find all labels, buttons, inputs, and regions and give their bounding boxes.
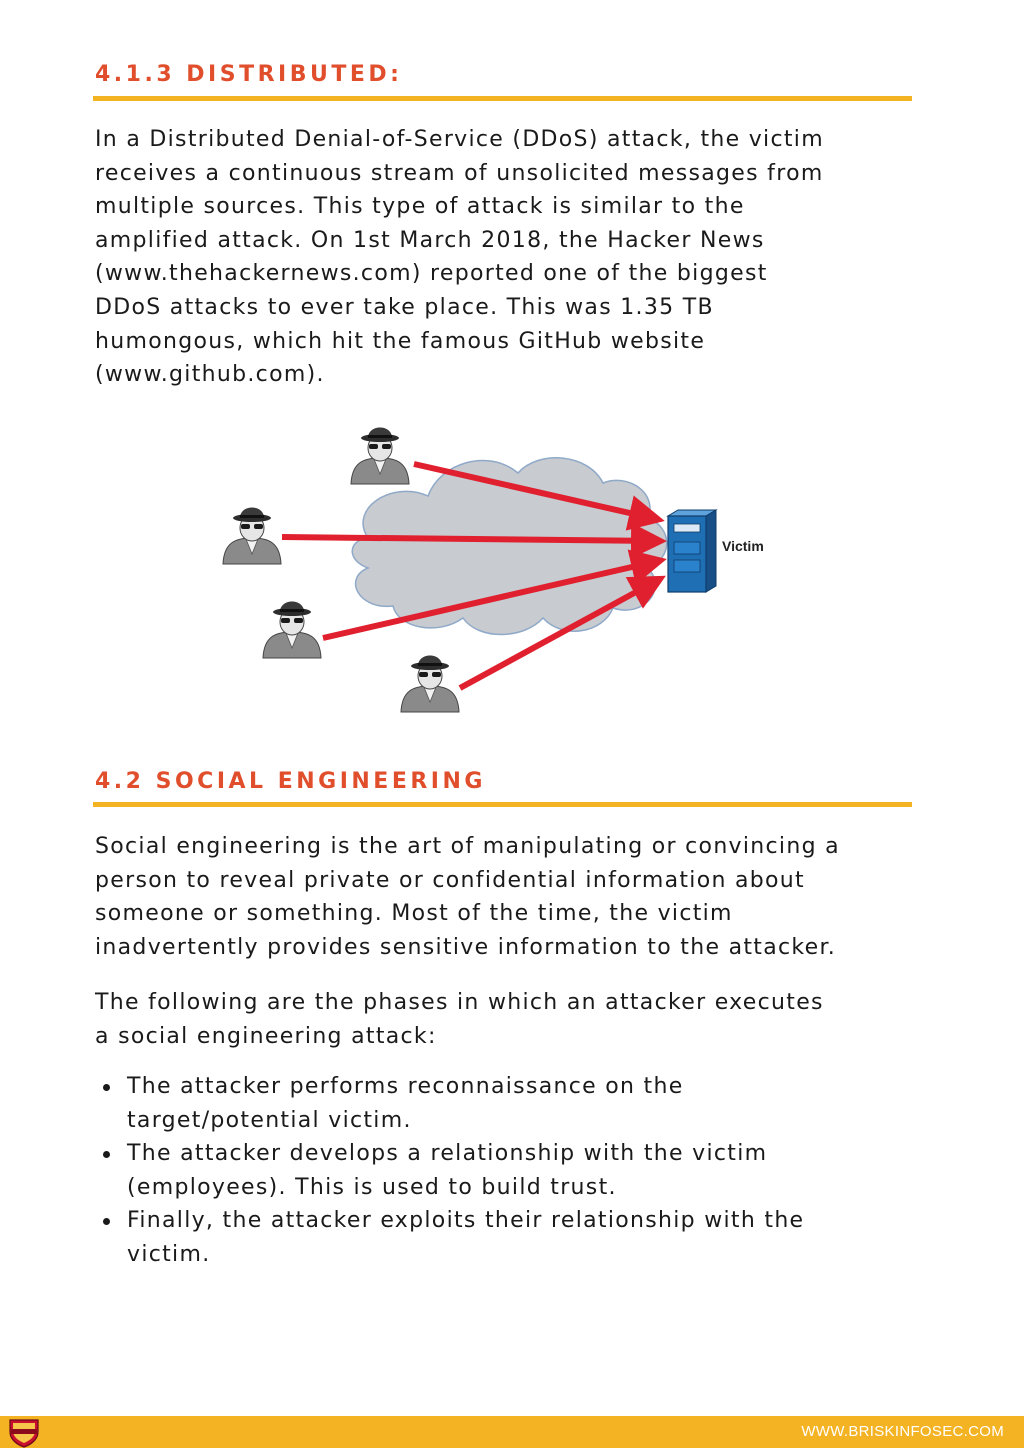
- footer-bar: [0, 1416, 1024, 1448]
- paragraph-line: multiple sources. This type of attack is similar to the: [95, 194, 745, 220]
- hacker-icon: [263, 602, 321, 659]
- distributed-paragraph: [95, 123, 935, 392]
- list-item-line: victim.: [127, 1241, 211, 1267]
- paragraph-line: person to reveal private or confidential information about: [95, 867, 805, 893]
- hacker-icon: [351, 428, 409, 485]
- phases-intro-paragraph: [95, 986, 935, 1053]
- section-heading-social-engineering: 4.2 SOCIAL ENGINEERING: [95, 769, 486, 794]
- list-item-line: target/potential victim.: [127, 1107, 412, 1133]
- victim-label: Victim: [722, 538, 764, 554]
- attack-arrow: [282, 537, 658, 541]
- list-item-line: Finally, the attacker exploits their relationship with the: [127, 1208, 805, 1234]
- list-item: [95, 1137, 935, 1204]
- list-item-line: The attacker performs reconnaissance on the: [127, 1074, 684, 1099]
- paragraph-line: humongous, which hit the famous GitHub website: [95, 328, 706, 354]
- list-item: [95, 1070, 935, 1137]
- paragraph-line: inadvertently provides sensitive information to the attacker.: [95, 934, 837, 960]
- list-item: [95, 1204, 935, 1271]
- heading-rule: [93, 802, 912, 807]
- briskinfosec-shield-logo: [4, 1416, 44, 1448]
- social-engineering-paragraph: [95, 830, 935, 964]
- hacker-icon: [401, 656, 459, 713]
- section-heading-distributed: 4.1.3 DISTRIBUTED:: [95, 62, 403, 87]
- phases-list: [95, 1070, 935, 1272]
- paragraph-line: Social engineering is the art of manipulating or convincing a: [95, 834, 840, 859]
- footer-website-link[interactable]: WWW.BRISKINFOSEC.COM: [801, 1423, 1004, 1440]
- paragraph-line: someone or something. Most of the time, the victim: [95, 901, 733, 927]
- paragraph-line: (www.thehackernews.com) reported one of the biggest: [95, 261, 768, 287]
- heading-rule: [93, 96, 912, 101]
- paragraph-line: amplified attack. On 1st March 2018, the Hacker News: [95, 227, 765, 253]
- paragraph-line: receives a continuous stream of unsolicited messages from: [95, 160, 824, 186]
- list-item-line: The attacker develops a relationship with the victim: [127, 1141, 768, 1167]
- server-icon: [668, 510, 716, 592]
- paragraph-line: The following are the phases in which an attacker executes: [95, 990, 824, 1015]
- paragraph-line: a social engineering attack:: [95, 1023, 437, 1049]
- paragraph-line: DDoS attacks to ever take place. This was 1.35 TB: [95, 294, 714, 320]
- ddos-diagram: [218, 418, 778, 720]
- list-item-line: (employees). This is used to build trust.: [127, 1174, 617, 1200]
- paragraph-line: In a Distributed Denial-of-Service (DDoS) attack, the victim: [95, 127, 824, 152]
- hacker-icon: [223, 508, 281, 565]
- paragraph-line: (www.github.com).: [95, 362, 325, 388]
